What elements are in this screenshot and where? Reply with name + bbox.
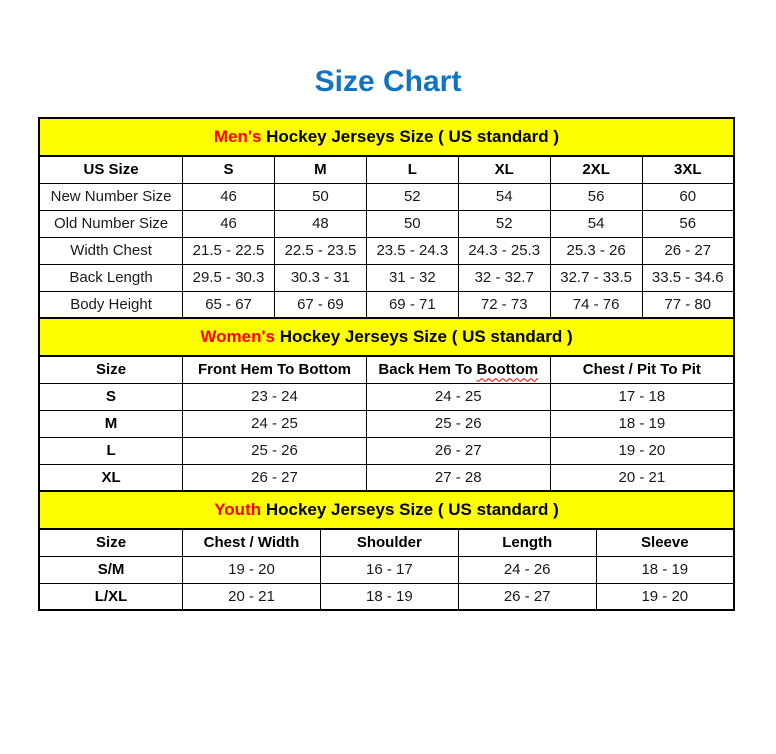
mens-row-label: Old Number Size [39,210,183,237]
womens-column-header: Chest / Pit To Pit [550,356,734,383]
mens-column-header: M [274,156,366,183]
youth-size-value: 26 - 27 [458,583,596,610]
mens-row [39,291,734,318]
mens-size-value: 74 - 76 [550,291,642,318]
mens-banner-highlight: Men's [213,127,262,146]
youth-banner-row [39,491,734,529]
mens-size-value: 72 - 73 [458,291,550,318]
mens-row-label: Back Length [39,264,183,291]
womens-column-header: Back Hem To Boottom [366,356,550,383]
youth-size-value: 16 - 17 [320,556,458,583]
mens-row-label: Width Chest [39,237,183,264]
mens-size-value: 31 - 32 [366,264,458,291]
mens-size-value: 67 - 69 [274,291,366,318]
womens-row [39,464,734,491]
womens-column-header: Front Hem To Bottom [183,356,367,383]
mens-banner-row [39,118,734,156]
womens-size-value: 24 - 25 [366,383,550,410]
mens-row-label: New Number Size [39,183,183,210]
womens-size-value: 27 - 28 [366,464,550,491]
mens-size-value: 56 [550,183,642,210]
youth-size-table [38,490,735,611]
youth-column-header: Chest / Width [183,529,321,556]
womens-section-banner [39,318,734,356]
womens-size-value: 25 - 26 [366,410,550,437]
youth-size-value: 18 - 19 [320,583,458,610]
youth-row [39,556,734,583]
mens-size-value: 32.7 - 33.5 [550,264,642,291]
mens-size-value: 48 [274,210,366,237]
mens-size-value: 77 - 80 [642,291,734,318]
mens-size-value: 24.3 - 25.3 [458,237,550,264]
mens-size-value: 21.5 - 22.5 [183,237,275,264]
mens-column-header: S [183,156,275,183]
youth-size-value: 24 - 26 [458,556,596,583]
womens-size-value: 26 - 27 [366,437,550,464]
mens-size-value: 46 [183,183,275,210]
mens-banner-text: Hockey Jerseys Size ( US standard ) [261,127,560,146]
youth-size-value: 19 - 20 [183,556,321,583]
mens-size-value: 23.5 - 24.3 [366,237,458,264]
womens-row-label: XL [39,464,183,491]
youth-banner-text: Hockey Jerseys Size ( US standard ) [261,500,559,519]
womens-size-value: 25 - 26 [183,437,367,464]
womens-size-value: 24 - 25 [183,410,367,437]
youth-header-row [39,529,734,556]
womens-size-table [38,317,735,492]
youth-row [39,583,734,610]
mens-section-banner [39,118,734,156]
youth-size-value: 18 - 19 [596,556,734,583]
womens-row-label: S [39,383,183,410]
womens-banner-highlight: Women's [200,327,275,346]
mens-row [39,237,734,264]
mens-size-value: 52 [458,210,550,237]
womens-column-header: Size [39,356,183,383]
womens-banner-row [39,318,734,356]
mens-size-value: 25.3 - 26 [550,237,642,264]
womens-row-label: M [39,410,183,437]
mens-size-value: 54 [550,210,642,237]
youth-section-banner [39,491,734,529]
mens-size-value: 50 [366,210,458,237]
mens-size-value: 46 [183,210,275,237]
womens-size-value: 23 - 24 [183,383,367,410]
youth-column-header: Shoulder [320,529,458,556]
mens-column-header: 2XL [550,156,642,183]
womens-header-row [39,356,734,383]
page-title: Size Chart [314,65,462,98]
youth-column-header: Size [39,529,183,556]
youth-row-label: L/XL [39,583,183,610]
womens-row [39,437,734,464]
youth-column-header: Length [458,529,596,556]
womens-row [39,383,734,410]
womens-row-label: L [39,437,183,464]
misspelled-word: Boottom [476,361,539,379]
mens-size-value: 54 [458,183,550,210]
mens-size-value: 32 - 32.7 [458,264,550,291]
mens-size-table [38,117,735,319]
mens-row-label: Body Height [39,291,183,318]
mens-size-value: 60 [642,183,734,210]
mens-column-header: XL [458,156,550,183]
mens-size-value: 65 - 67 [183,291,275,318]
youth-column-header: Sleeve [596,529,734,556]
youth-row-label: S/M [39,556,183,583]
mens-row [39,264,734,291]
mens-size-value: 52 [366,183,458,210]
mens-header-row [39,156,734,183]
mens-column-header: 3XL [642,156,734,183]
mens-column-header: US Size [39,156,183,183]
page [0,62,776,754]
womens-banner-text: Hockey Jerseys Size ( US standard ) [274,327,573,346]
youth-size-value: 19 - 20 [596,583,734,610]
youth-size-value: 20 - 21 [183,583,321,610]
womens-size-value: 19 - 20 [550,437,734,464]
mens-size-value: 50 [274,183,366,210]
mens-size-value: 29.5 - 30.3 [183,264,275,291]
womens-size-value: 26 - 27 [183,464,367,491]
womens-size-value: 17 - 18 [550,383,734,410]
size-chart-tables [38,117,735,611]
womens-size-value: 18 - 19 [550,410,734,437]
mens-row [39,183,734,210]
womens-size-value: 20 - 21 [550,464,734,491]
mens-size-value: 22.5 - 23.5 [274,237,366,264]
mens-size-value: 26 - 27 [642,237,734,264]
mens-size-value: 33.5 - 34.6 [642,264,734,291]
mens-column-header: L [366,156,458,183]
womens-row [39,410,734,437]
mens-size-value: 56 [642,210,734,237]
youth-banner-highlight: Youth [214,500,262,519]
mens-size-value: 69 - 71 [366,291,458,318]
mens-size-value: 30.3 - 31 [274,264,366,291]
mens-row [39,210,734,237]
